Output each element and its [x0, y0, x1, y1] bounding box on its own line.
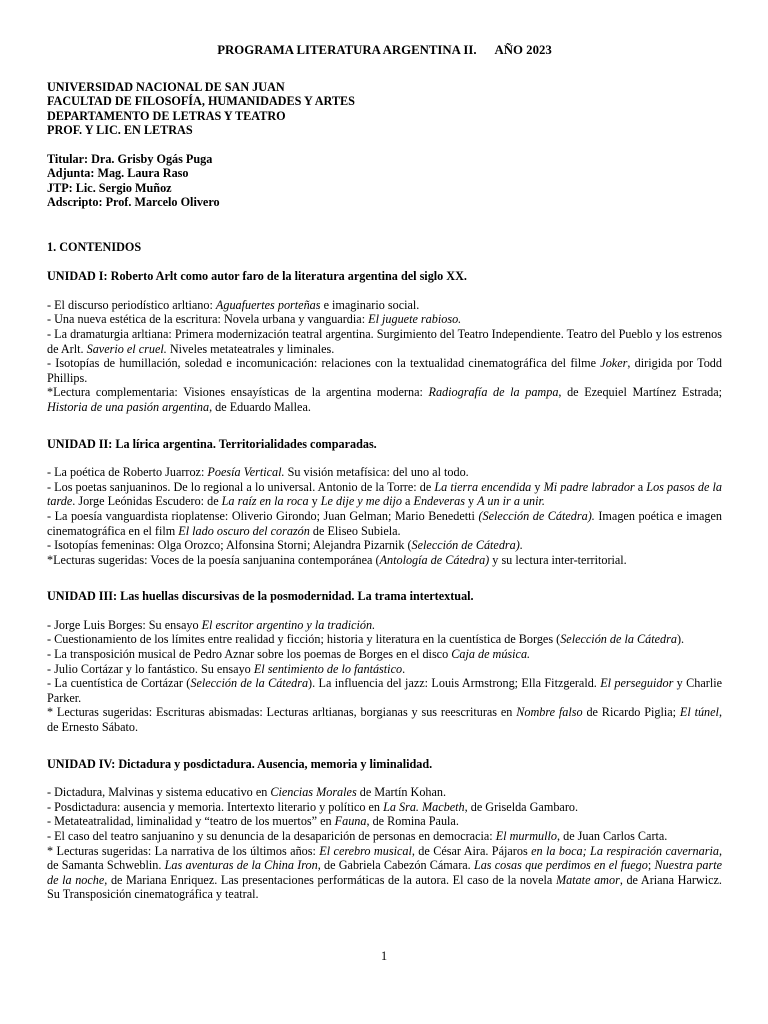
item-text: y: [464, 494, 478, 509]
work-title: Le dije y me dijo: [320, 494, 402, 509]
item-text: - Julio Cortázar y lo fantástico. Su ensayo: [47, 661, 254, 676]
item-text: - Isotopías femeninas: Olga Orozco; Alfonsina Storni; Alejandra Pizarnik (: [47, 538, 412, 553]
item-text: , de Griselda Gambaro.: [464, 799, 579, 814]
item-text: *Lectura complementaria: Visiones ensayísticas de la argentina moderna:: [47, 385, 429, 400]
list-item: [47, 385, 722, 414]
list-item: [47, 356, 722, 385]
unit-items: [47, 465, 722, 567]
list-item: [47, 785, 722, 800]
work-title: Endeveras: [413, 494, 465, 509]
work-title: El lado oscuro del corazón: [178, 523, 310, 538]
list-item: [47, 480, 722, 509]
list-item: [47, 647, 722, 662]
item-text: y su lectura inter-territorial.: [489, 552, 627, 567]
list-item: [47, 844, 722, 902]
staff-jtp: JTP: Lic. Sergio Muñoz: [47, 180, 172, 195]
item-text: , dirigida por Todd Phillips.: [47, 356, 722, 385]
item-text: y Charlie Parker.: [47, 676, 722, 705]
unit-items: [47, 785, 722, 902]
item-text: * Lecturas sugeridas: La narrativa de los últimos años:: [47, 843, 320, 858]
item-text: *Lecturas sugeridas: Voces de la poesía sanjuanina contemporánea (: [47, 552, 380, 567]
list-item: [47, 829, 722, 844]
staff-block: [47, 152, 722, 210]
unit-heading: UNIDAD II: La lírica argentina. Territorialidades comparadas.: [47, 436, 377, 451]
unit-heading: UNIDAD IV: Dictadura y posdictadura. Ausencia, memoria y liminalidad.: [47, 756, 433, 771]
unit-section: [47, 437, 722, 568]
work-title: Selección de Cátedra).: [411, 538, 523, 553]
list-item: [47, 312, 722, 327]
list-item: [47, 298, 722, 313]
list-item: [47, 465, 722, 480]
item-text: de Ricardo Piglia;: [582, 705, 680, 720]
work-title: Historia de una pasión argentina: [47, 399, 210, 414]
item-text: . Jorge Leónidas Escudero: de: [72, 494, 222, 509]
unit-section: [47, 757, 722, 902]
list-item: [47, 800, 722, 815]
unit-items: [47, 618, 722, 735]
item-text: , de Eduardo Mallea.: [209, 399, 311, 414]
staff-titular: Titular: Dra. Grisby Ogás Puga: [47, 151, 213, 166]
item-text: , de Ezequiel Martínez Estrada;: [558, 385, 722, 400]
document-title: [47, 43, 722, 58]
list-item: [47, 676, 722, 705]
item-text: y: [531, 479, 544, 494]
item-text: ). La influencia del jazz: Louis Armstrong; Ella Fitzgerald.: [308, 676, 601, 691]
work-title: Nuestra parte de la noche,: [47, 858, 722, 887]
work-title: Las aventuras de la China Iron: [164, 858, 318, 873]
item-text: a: [634, 479, 647, 494]
work-title: El cerebro musical: [319, 843, 412, 858]
work-title: El escritor argentino y la tradición.: [201, 617, 376, 632]
list-item: [47, 705, 722, 734]
item-text: , de Ernesto Sábato.: [47, 705, 722, 735]
units-container: [47, 269, 722, 902]
list-item: [47, 632, 722, 647]
list-item: [47, 662, 722, 677]
work-title: Ciencias Morales: [270, 785, 357, 800]
work-title: Matate amor: [555, 872, 620, 887]
staff-adjunta: Adjunta: Mag. Laura Raso: [47, 166, 189, 181]
work-title: El juguete rabioso.: [368, 312, 462, 327]
item-text: , de Romina Paula.: [366, 814, 459, 829]
work-title: Poesía Vertical.: [207, 465, 285, 480]
section-heading-contenidos: 1. CONTENIDOS: [47, 239, 142, 254]
item-text: - El discurso periodístico arltiano:: [47, 297, 216, 312]
unit-heading: UNIDAD I: Roberto Arlt como autor faro de la literatura argentina del siglo XX.: [47, 269, 467, 284]
item-text: de Mariana Enriquez. Las presentaciones performáticas de la autora. El caso de la novela: [107, 872, 556, 887]
work-title: La tierra encendida: [434, 479, 532, 494]
item-text: - Isotopías de humillación, soledad e incomunicación: relaciones con la textualidad cinematográfica del filme: [47, 356, 601, 371]
work-title: Mi padre labrador: [543, 479, 635, 494]
institution-block: [47, 80, 722, 138]
item-text: ).: [676, 632, 685, 647]
list-item: [47, 618, 722, 633]
item-text: , de César Aira. Pájaros: [411, 843, 532, 858]
work-title: en la boca; La respiración cavernaria: [531, 843, 719, 858]
unit-items: [47, 298, 722, 415]
item-text: - Posdictadura: ausencia y memoria. Intertexto literario y político en: [47, 799, 384, 814]
item-text: - El caso del teatro sanjuanino y su denuncia de la desaparición de personas en democracia:: [47, 829, 496, 843]
item-text: de Eliseo Subiela.: [309, 523, 401, 538]
degree-name: PROF. Y LIC. EN LETRAS: [47, 123, 193, 138]
item-text: , de Juan Carlos Carta.: [557, 829, 668, 843]
item-text: Su visión metafísica: del uno al todo.: [284, 465, 469, 480]
item-text: - La transposición musical de Pedro Aznar sobre los poemas de Borges en el disco: [47, 647, 452, 662]
item-text: - Dictadura, Malvinas y sistema educativo en: [47, 785, 271, 800]
work-title: A un ir a unir.: [477, 494, 545, 509]
list-item: [47, 327, 722, 356]
faculty-name: FACULTAD DE FILOSOFÍA, HUMANIDADES Y ARTES: [47, 94, 355, 109]
item-text: - Los poetas sanjuaninos. De lo regional a lo universal. Antonio de la Torre: de: [47, 479, 435, 494]
title-main: PROGRAMA LITERATURA ARGENTINA II.: [217, 43, 477, 57]
item-text: .: [402, 661, 406, 676]
item-text: Niveles metateatrales y liminales.: [166, 341, 335, 356]
item-text: - Una nueva estética de la escritura: Novela urbana y vanguardia:: [47, 312, 369, 327]
work-title: Fauna: [334, 814, 367, 829]
work-title: Saverio el cruel.: [86, 341, 167, 356]
unit-section: [47, 589, 722, 734]
list-item: [47, 814, 722, 829]
list-item: [47, 553, 722, 568]
work-title: La Sra. Macbeth: [383, 799, 465, 814]
item-text: - La cuentística de Cortázar (: [47, 676, 191, 691]
work-title: Las cosas que perdimos en el fuego: [473, 858, 648, 873]
item-text: - La dramaturgia arltiana: Primera modernización teatral argentina. Surgimiento del Teatro Independiente. Teatro del Pueblo y los estrenos de Arlt.: [47, 326, 722, 356]
item-text: ;: [647, 858, 655, 873]
item-text: , de Samanta Schweblin.: [47, 843, 722, 873]
work-title: El túnel: [679, 705, 719, 720]
work-title: El perseguidor: [600, 676, 674, 691]
item-text: - La poesía vanguardista rioplatense: Oliverio Girondo; Juan Gelman; Mario Benedetti: [47, 508, 479, 523]
page-number: 1: [380, 949, 388, 963]
work-title: Radiografía de la pampa: [428, 385, 559, 400]
unit-section: [47, 269, 722, 414]
item-text: , de Gabriela Cabezón Cámara.: [317, 858, 474, 873]
department-name: DEPARTAMENTO DE LETRAS Y TEATRO: [47, 108, 286, 123]
item-text: * Lecturas sugeridas: Escrituras abismadas: Lecturas arltianas, borgianas y sus reescrituras en: [47, 705, 517, 720]
work-title: El murmullo: [495, 829, 558, 843]
document-page: [47, 36, 722, 902]
item-text: de Martín Kohan.: [356, 785, 447, 800]
item-text: e imaginario social.: [320, 297, 420, 312]
list-item: [47, 509, 722, 538]
work-title: Los pasos de la tarde: [47, 479, 722, 509]
work-title: (Selección de Cátedra).: [478, 508, 595, 523]
work-title: Selección de la Cátedra: [560, 632, 677, 647]
university-name: UNIVERSIDAD NACIONAL DE SAN JUAN: [47, 79, 285, 94]
item-text: a: [401, 494, 414, 509]
unit-heading: UNIDAD III: Las huellas discursivas de la posmodernidad. La trama intertextual.: [47, 589, 474, 604]
title-year: AÑO 2023: [494, 43, 552, 57]
item-text: - Metateatralidad, liminalidad y “teatro de los muertos” en: [47, 814, 335, 829]
work-title: Caja de música.: [451, 647, 531, 662]
staff-adscripto: Adscripto: Prof. Marcelo Olivero: [47, 195, 220, 210]
item-text: , de Ariana Harwicz. Su Transposición cinematográfica y teatral.: [47, 872, 722, 902]
work-title: Antología de Cátedra): [379, 552, 490, 567]
item-text: - La poética de Roberto Juarroz:: [47, 465, 208, 480]
work-title: Selección de la Cátedra: [190, 676, 309, 691]
work-title: El sentimiento de lo fantástico: [253, 661, 403, 676]
item-text: Imagen poética e imagen cinematográfica en el film: [47, 508, 722, 538]
work-title: Aguafuertes porteñas: [215, 297, 321, 312]
item-text: y: [308, 494, 321, 509]
work-title: Nombre falso: [516, 705, 583, 720]
work-title: La raíz en la roca: [221, 494, 309, 509]
work-title: Joker: [600, 356, 628, 371]
item-text: - Jorge Luis Borges: Su ensayo: [47, 617, 202, 632]
list-item: [47, 538, 722, 553]
item-text: - Cuestionamiento de los límites entre realidad y ficción; historia y literatura en la cuentística de Borges (: [47, 632, 561, 647]
